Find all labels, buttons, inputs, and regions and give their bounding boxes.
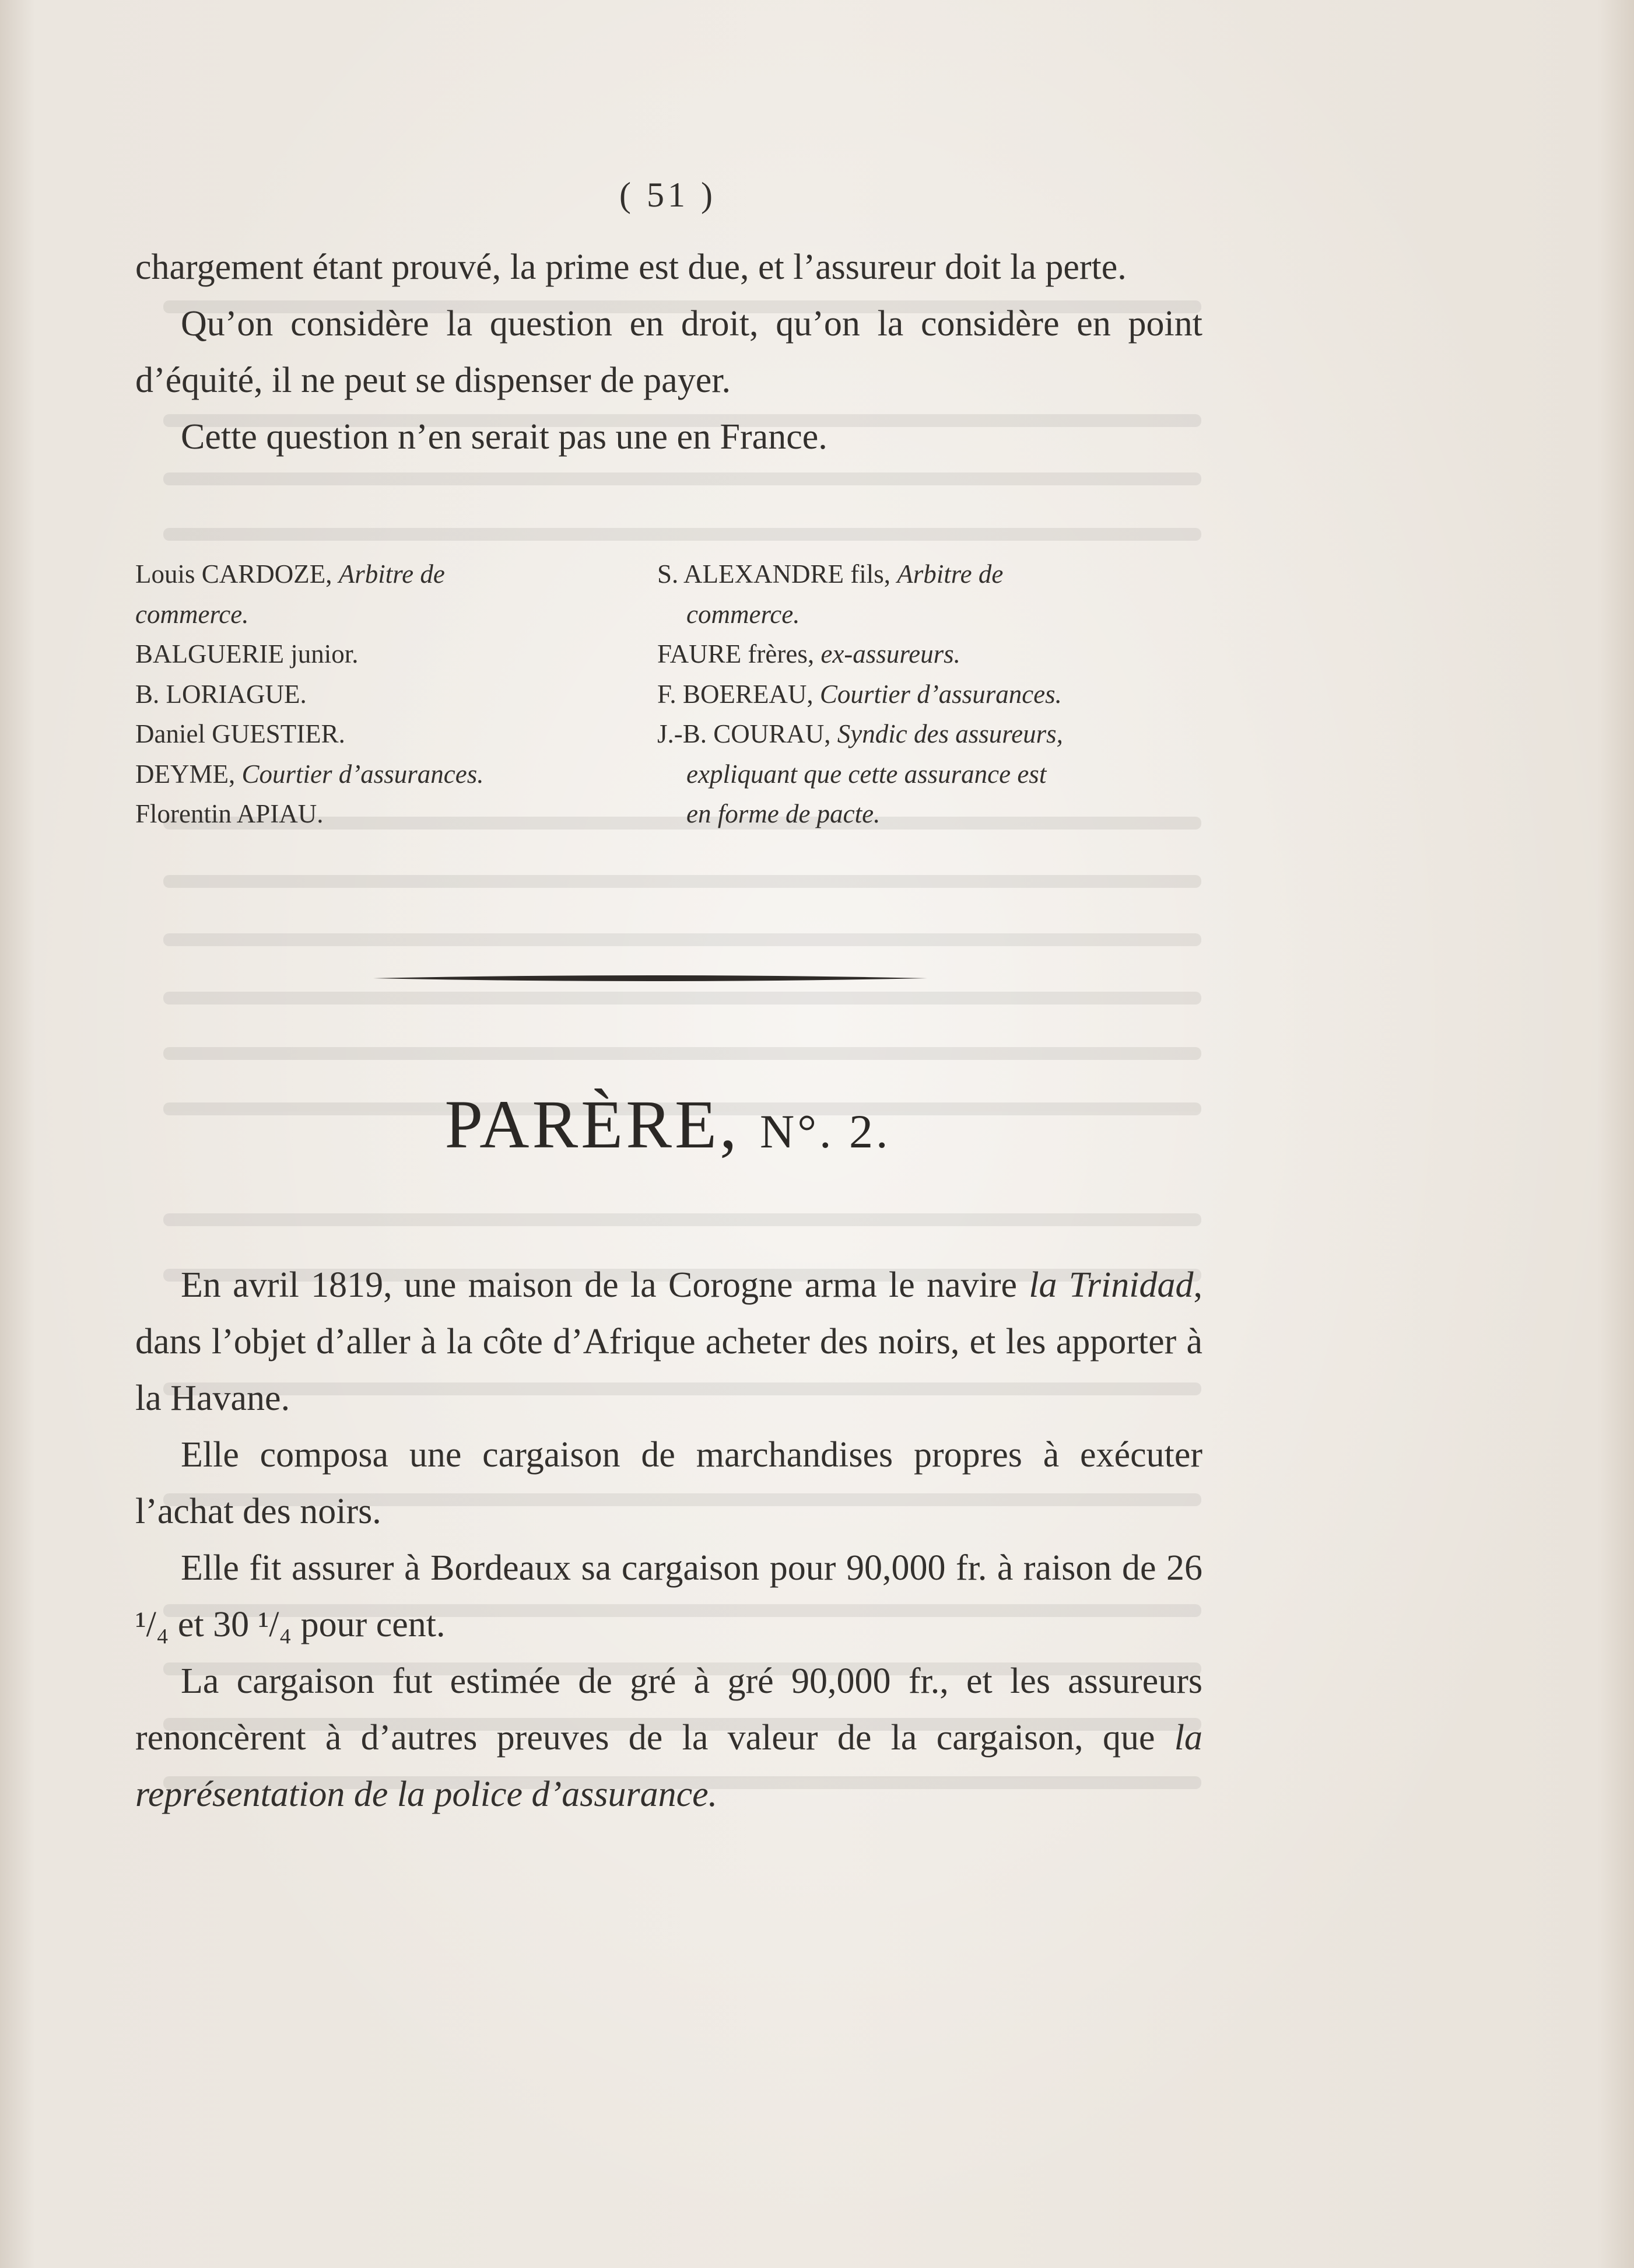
signer-name: F. BOEREAU [657, 679, 807, 709]
paragraph: chargement étant prouvé, la prime est due, et l’assureur doit la perte. [135, 247, 1127, 287]
heading-number: N°. 2. [760, 1105, 891, 1158]
section-divider [373, 973, 927, 984]
signer-name: BALGUERIE junior. [135, 639, 359, 668]
ship-name: la Trinidad [1029, 1265, 1194, 1305]
heading-title: PARÈRE, [444, 1086, 740, 1163]
signer-title: Syndic des assureurs, [837, 719, 1063, 748]
signature-line: Louis CARDOZE, Arbitre de [135, 559, 445, 589]
text-run: La cargaison fut estimée de gré à gré 90,000 fr., et les assureurs renoncèrent à d’autres preuves de la valeur de la cargaison, que [135, 1661, 1202, 1758]
signer-name: Daniel GUESTIER. [135, 719, 345, 748]
signer-name: S. ALEXANDRE fils [657, 559, 884, 589]
paragraph: Elle composa une cargaison de marchandises propres à exécuter l’achat des noirs. [135, 1435, 1202, 1531]
signature-line [135, 634, 602, 674]
signer-name: Louis CARDOZE [135, 559, 326, 589]
text-run: , dans l’objet d’aller à la côte d’Afrique acheter des noirs, et les apporter à la Havane. [135, 1265, 1202, 1418]
signer-name: J.-B. COURAU [657, 719, 825, 748]
section-heading [0, 1085, 1335, 1164]
signature-line: FAURE frères, ex-assureurs. [657, 639, 960, 668]
paragraph [135, 1257, 1202, 1427]
signer-title: Arbitre de [338, 559, 445, 589]
paragraph [135, 1653, 1202, 1823]
signer-name: B. LORIAGUE. [135, 679, 307, 709]
signer-title: commerce. [686, 599, 800, 629]
signer-name: DEYME [135, 759, 229, 789]
signer-title: en forme de pacte. [686, 799, 881, 828]
signer-title: Courtier d’assurances. [819, 679, 1062, 709]
signer-title: Arbitre de [897, 559, 1004, 589]
signature-line [657, 794, 1202, 834]
signer-title: ex-assureurs. [820, 639, 960, 668]
signature-line: J.-B. COURAU, Syndic des assureurs, [657, 719, 1063, 748]
text-run: En avril 1819, une maison de la Corogne arma le navire [181, 1265, 1018, 1305]
top-text [135, 239, 1202, 466]
signatures-right-column [657, 554, 1202, 834]
paragraph: Cette question n’en serait pas une en France. [181, 417, 827, 457]
emphasis: la représentation de la police d’assurance. [135, 1718, 1202, 1814]
signature-line: F. BOEREAU, Courtier d’assurances. [657, 679, 1062, 709]
signature-line [657, 594, 1202, 635]
signer-title: commerce. [135, 599, 249, 629]
signer-name: Florentin APIAU. [135, 799, 324, 828]
signer-title: expliquant que cette assurance est [686, 759, 1047, 789]
signature-line [135, 594, 602, 635]
signature-line: DEYME, Courtier d’assurances. [135, 759, 484, 789]
signature-line [135, 674, 602, 715]
page-number: ( 51 ) [619, 176, 716, 214]
signature-line [135, 714, 602, 754]
signatures [135, 554, 1202, 834]
body-text [135, 1257, 1202, 1823]
paragraph: Elle fit assurer à Bordeaux sa cargaison pour 90,000 fr. à raison de 26 ¹/₄ et 30 ¹/₄ pour cent. [135, 1548, 1202, 1644]
signature-line [135, 794, 602, 834]
signature-line: S. ALEXANDRE fils, Arbitre de [657, 559, 1004, 589]
signatures-left-column [135, 554, 602, 834]
signer-name: FAURE frères [657, 639, 808, 668]
signer-title: Courtier d’assurances. [241, 759, 484, 789]
paragraph: Qu’on considère la question en droit, qu’on la considère en point d’équité, il ne peut se dispenser de payer. [135, 304, 1202, 400]
signature-line [657, 754, 1202, 794]
